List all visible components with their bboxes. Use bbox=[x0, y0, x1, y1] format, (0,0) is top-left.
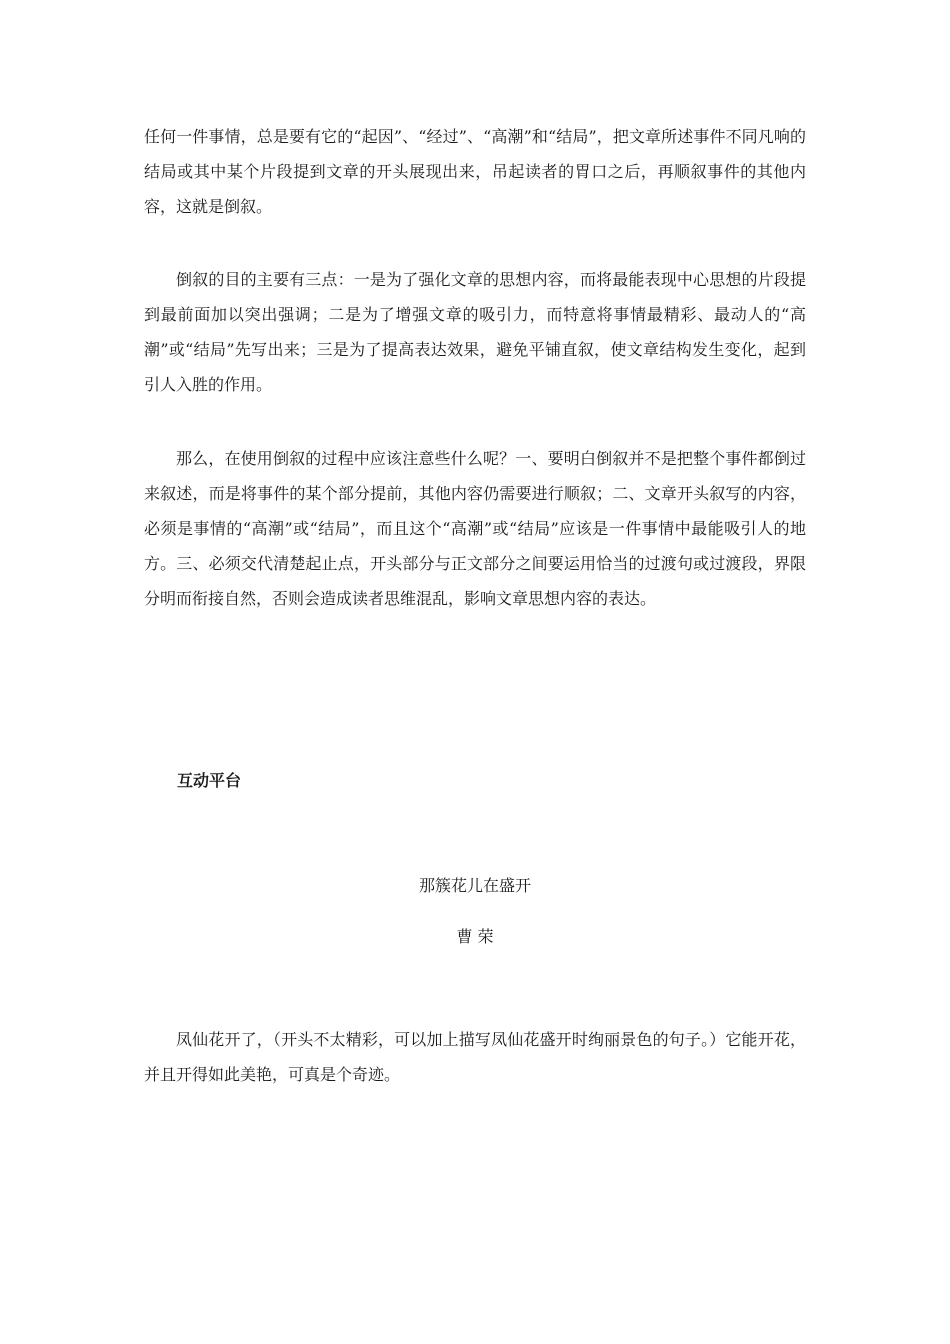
story-author: 曹 荣 bbox=[456, 927, 494, 946]
paragraph-flashback-cautions: 那么，在使用倒叙的过程中应该注意些什么呢？一、要明白倒叙并不是把整个事件都倒过来叙述，而是将事件的某个部分提前，其他内容仍需要进行顺叙；二、文章开头叙写的内容，必须是事情的“高潮”或“结局”，而且这个“高潮”或“结局”应该是一件事情中最能吸引人的地方。三、必须交代清楚起止点，开头部分与正文部分之间要运用恰当的过渡句或过渡段，界限分明而衔接自然，否则会造成读者思维混乱，影响文章思想内容的表达。 bbox=[144, 449, 806, 608]
section-heading: 互动平台 bbox=[177, 771, 242, 790]
story-title: 那簇花儿在盛开 bbox=[418, 876, 531, 895]
story-paragraph: 凤仙花开了，（开头不太精彩，可以加上描写凤仙花盛开时绚丽景色的句子。）它能开花，并且开得如此美艳，可真是个奇迹。 bbox=[144, 1030, 806, 1084]
paragraph-flashback-purpose: 倒叙的目的主要有三点：一是为了强化文章的思想内容，而将最能表现中心思想的片段提到最前面加以突出强调；二是为了增强文章的吸引力，而特意将事情最精彩、最动人的“高潮”或“结局”先写出来；三是为了提高表达效果，避免平铺直叙，使文章结构发生变化，起到引人入胜的作用。 bbox=[144, 270, 806, 394]
paragraph-flashback-definition: 任何一件事情，总是要有它的“起因”、“经过”、“高潮”和“结局”，把文章所述事件不同凡响的结局或其中某个片段提到文章的开头展现出来，吊起读者的胃口之后，再顺叙事件的其他内容，这就是倒叙。 bbox=[144, 127, 806, 216]
